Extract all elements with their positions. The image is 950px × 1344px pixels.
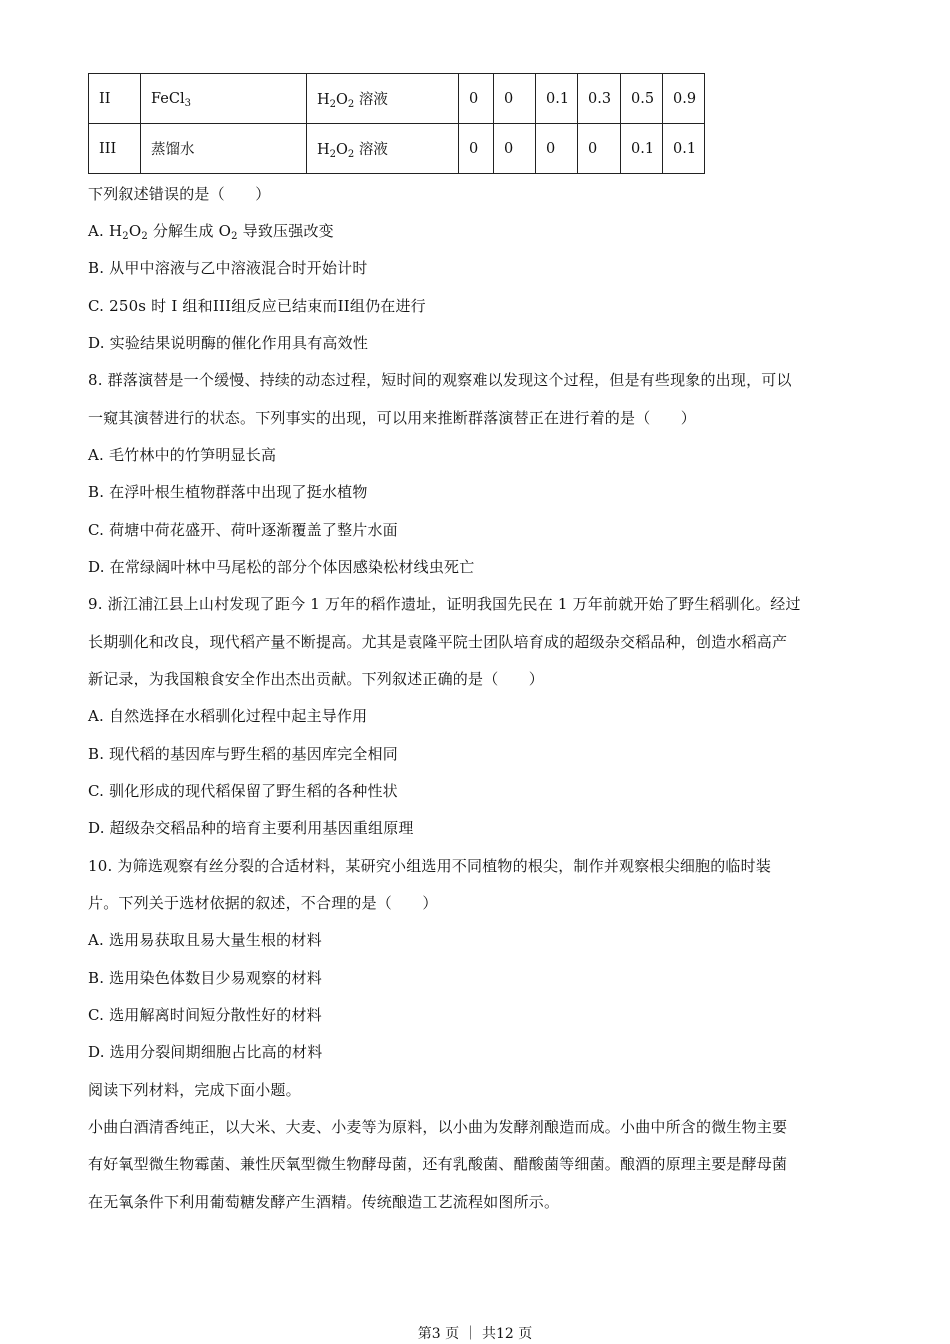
reading-intro: 阅读下列材料，完成下面小题。 (88, 1081, 301, 1099)
q10-option-a: A. 选用易获取且易大量生根的材料 (88, 931, 322, 949)
catalyst-cell: FeCl$_3$ (141, 74, 307, 124)
q8-stem-line2: 一窥其演替进行的状态。下列事实的出现，可以用来推断群落演替正在进行着的是（ ） (88, 409, 697, 427)
q7-option-b: B. 从甲中溶液与乙中溶液混合时开始计时 (88, 259, 368, 277)
q9-stem-line3: 新记录，为我国粮食安全作出杰出贡献。下列叙述正确的是（ ） (88, 670, 545, 688)
reagent-cell: $H_2O_2$ 溶液 (307, 74, 459, 124)
data-table (88, 73, 705, 174)
value-cell: 0 (459, 74, 494, 124)
q9-option-c: C. 驯化形成的现代稻保留了野生稻的各种性状 (88, 782, 398, 800)
q8-option-c: C. 荷塘中荷花盛开、荷叶逐渐覆盖了整片水面 (88, 521, 398, 539)
q10-option-b: B. 选用染色体数目少易观察的材料 (88, 969, 322, 987)
reading-paragraph-line1: 小曲白酒清香纯正，以大米、大麦、小麦等为原料，以小曲为发酵剂酿造而成。小曲中所含的微生物主要 (88, 1118, 788, 1136)
value-cell: 0.5 (621, 74, 663, 124)
q9-option-a: A. 自然选择在水稻驯化过程中起主导作用 (88, 707, 368, 725)
q9-stem-line2: 长期驯化和改良，现代稻产量不断提高。尤其是袁隆平院士团队培育成的超级杂交稻品种，创造水稻高产 (88, 633, 788, 651)
q8-option-a: A. 毛竹林中的竹笋明显长高 (88, 446, 277, 464)
q10-stem-line2: 片。下列关于选材依据的叙述，不合理的是（ ） (88, 894, 438, 912)
q9-option-b: B. 现代稻的基因库与野生稻的基因库完全相同 (88, 745, 398, 763)
q8-stem-line1: 8. 群落演替是一个缓慢、持续的动态过程，短时间的观察难以发现这个过程，但是有些现象的出现，可以 (88, 371, 792, 389)
reagent-cell: $H_2O_2$ 溶液 (307, 124, 459, 174)
reading-paragraph-line3: 在无氧条件下利用葡萄糖发酵产生酒精。传统酿造工艺流程如图所示。 (88, 1193, 560, 1211)
q9-stem-line1: 9. 浙江浦江县上山村发现了距今 1 万年的稻作遗址，证明我国先民在 1 万年前就开始了野生稻驯化。经过 (88, 595, 801, 613)
q7-option-c: C. 250s 时 I 组和III组反应已结束而II组仍在进行 (88, 297, 426, 315)
value-cell: 0 (494, 74, 536, 124)
q8-option-d: D. 在常绿阔叶林中马尾松的部分个体因感染松材线虫死亡 (88, 558, 475, 576)
q9-option-d: D. 超级杂交稻品种的培育主要利用基因重组原理 (88, 819, 414, 837)
value-cell: 0.1 (663, 124, 705, 174)
group-cell: III (89, 124, 141, 174)
value-cell: 0 (494, 124, 536, 174)
page-footer: 第3 页 ｜ 共12 页 (417, 1326, 533, 1342)
q10-option-d: D. 选用分裂间期细胞占比高的材料 (88, 1043, 323, 1061)
q7-stem: 下列叙述错误的是（ ） (88, 185, 271, 203)
group-cell: II (89, 74, 141, 124)
table-row (89, 74, 705, 124)
value-cell: 0.1 (621, 124, 663, 174)
q10-option-c: C. 选用解离时间短分散性好的材料 (88, 1006, 322, 1024)
value-cell: 0 (459, 124, 494, 174)
value-cell: 0 (536, 124, 578, 174)
q7-option-a: A. $H_2O_2$ 分解生成 $O_2$ 导致压强改变 (88, 222, 334, 242)
value-cell: 0.1 (536, 74, 578, 124)
value-cell: 0.3 (578, 74, 621, 124)
q10-stem-line1: 10. 为筛选观察有丝分裂的合适材料，某研究小组选用不同植物的根尖，制作并观察根尖细胞的临时装 (88, 857, 772, 875)
q7-option-d: D. 实验结果说明酶的催化作用具有高效性 (88, 334, 369, 352)
catalyst-cell: 蒸馏水 (141, 124, 307, 174)
table-row (89, 124, 705, 174)
q8-option-b: B. 在浮叶根生植物群落中出现了挺水植物 (88, 483, 368, 501)
value-cell: 0 (578, 124, 621, 174)
value-cell: 0.9 (663, 74, 705, 124)
reading-paragraph-line2: 有好氧型微生物霉菌、兼性厌氧型微生物酵母菌，还有乳酸菌、醋酸菌等细菌。酿酒的原理主要是酵母菌 (88, 1155, 788, 1173)
